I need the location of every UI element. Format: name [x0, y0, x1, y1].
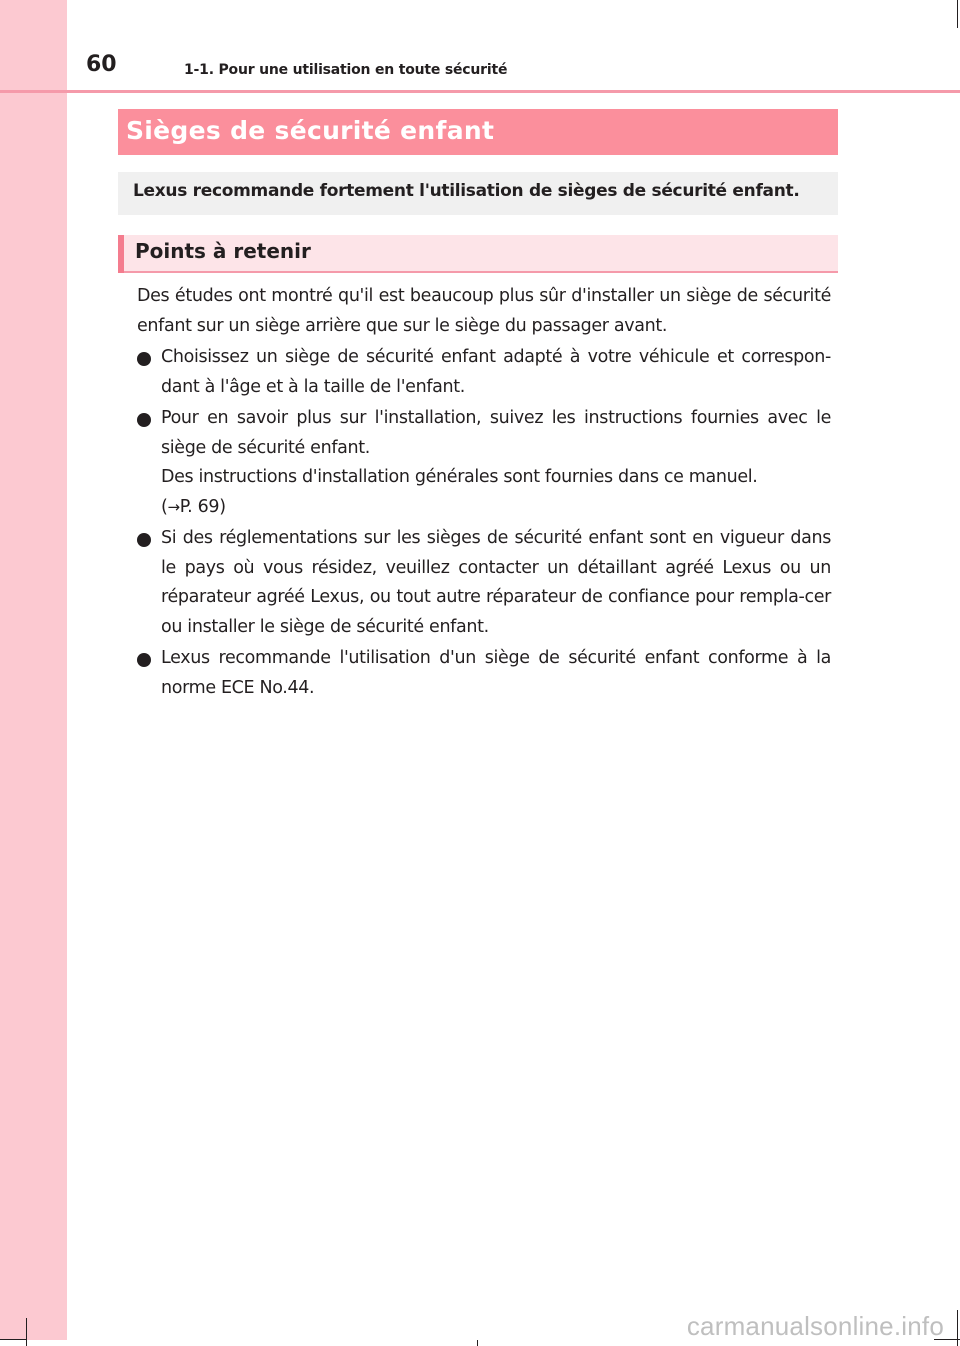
list-item: [137, 644, 831, 703]
intro-paragraph: Des études ont montré qu'il est beaucoup plus sûr d'installer un siège de sécurité enfant sur un siège arrière que sur le siège du passager avant.: [137, 286, 831, 336]
side-band: [0, 0, 67, 1340]
crop-mark-bottom-center: [477, 1340, 478, 1346]
bullet-dot-icon: [137, 413, 151, 427]
crop-mark-bottom-left-v: [26, 1318, 27, 1346]
points-heading: Points à retenir: [135, 239, 311, 263]
page-reference[interactable]: (→P. 69): [161, 496, 226, 517]
watermark: carmanualsonline.info: [686, 1311, 944, 1341]
bullet-text: Lexus recommande l'utilisation d'un siège de sécurité enfant conforme à la norme ECE No.44.: [161, 648, 831, 698]
summary-box: [118, 172, 838, 215]
list-item: [137, 404, 831, 522]
crop-mark-top-right: [957, 0, 958, 28]
bullet-text: Choisissez un siège de sécurité enfant adapté à votre véhicule et correspon-dant à l'âge et à la taille de l'enfant.: [161, 347, 831, 397]
crop-mark-bottom-right-v: [957, 1310, 958, 1346]
arrow-right-icon: →: [167, 497, 180, 516]
body-content: [137, 282, 831, 705]
list-item: [137, 343, 831, 402]
bullet-text: Si des réglementations sur les sièges de sécurité enfant sont en vigueur dans le pays où vous résidez, veuillez contacter un détaillant agréé Lexus ou un réparateur agréé Lexus, ou tout autre réparateur de confiance pour rempla-cer ou installer le siège de sécurité enfant.: [161, 528, 831, 637]
bullet-extra-text: Des instructions d'installation générales sont fournies dans ce manuel.: [161, 467, 758, 487]
section-path: 1-1. Pour une utilisation en toute sécurité: [184, 62, 508, 78]
section-title-bar: [118, 109, 838, 155]
points-accent: [118, 235, 124, 273]
crop-mark-bottom-left-h: [0, 1339, 26, 1340]
page-reference-text: P. 69: [179, 496, 220, 517]
header-rule: [0, 90, 960, 93]
list-item: [137, 524, 831, 642]
bullet-dot-icon: [137, 653, 151, 667]
page-number: 60: [86, 52, 117, 77]
bullet-dot-icon: [137, 352, 151, 366]
bullet-dot-icon: [137, 533, 151, 547]
bullet-text: Pour en savoir plus sur l'installation, suivez les instructions fournies avec le siège de sécurité enfant.: [161, 408, 831, 458]
section-title: Sièges de sécurité enfant: [126, 116, 495, 145]
summary-text: Lexus recommande fortement l'utilisation de sièges de sécurité enfant.: [133, 181, 800, 201]
points-heading-bar: [118, 235, 838, 273]
bullet-list: [137, 343, 831, 703]
